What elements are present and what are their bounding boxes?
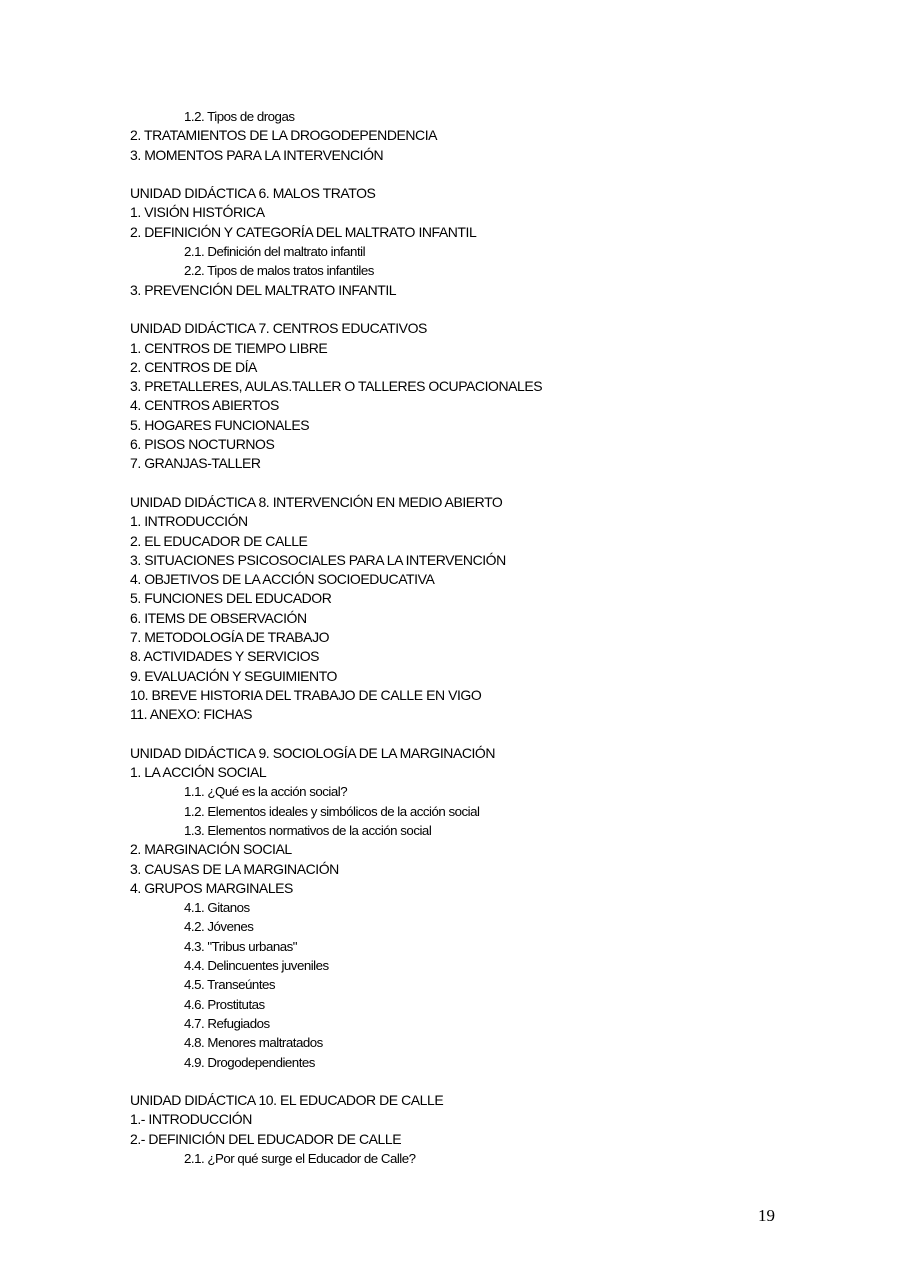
unit-heading: UNIDAD DIDÁCTICA 9. SOCIOLOGÍA DE LA MARGINACIÓN (130, 744, 496, 761)
toc-section: 1. CENTROS DE TIEMPO LIBRE (130, 339, 328, 356)
toc-section: 1.- INTRODUCCIÓN (130, 1111, 252, 1128)
toc-section: 6. ITEMS DE OBSERVACIÓN (130, 609, 307, 626)
toc-subsection: 4.3. "Tribus urbanas" (184, 938, 298, 954)
toc-section: 8. ACTIVIDADES Y SERVICIOS (130, 648, 320, 665)
toc-section: 2. EL EDUCADOR DE CALLE (130, 532, 308, 549)
toc-section: 2. MARGINACIÓN SOCIAL (130, 841, 292, 858)
toc-section: 4. OBJETIVOS DE LA ACCIÓN SOCIOEDUCATIVA (130, 571, 435, 588)
unit-heading: UNIDAD DIDÁCTICA 7. CENTROS EDUCATIVOS (130, 320, 427, 337)
blank-line (130, 474, 830, 493)
toc-subsection: 4.7. Refugiados (184, 1015, 270, 1031)
toc-section: 4. CENTROS ABIERTOS (130, 397, 279, 414)
unit-heading: UNIDAD DIDÁCTICA 6. MALOS TRATOS (130, 185, 376, 202)
toc-section: 7. METODOLOGÍA DE TRABAJO (130, 629, 330, 646)
toc-section: 6. PISOS NOCTURNOS (130, 436, 275, 453)
toc-section: 1. VISIÓN HISTÓRICA (130, 204, 265, 221)
toc-section: 5. HOGARES FUNCIONALES (130, 416, 310, 433)
toc-section: 5. FUNCIONES DEL EDUCADOR (130, 590, 332, 607)
table-of-contents (130, 107, 830, 1168)
toc-section: 9. EVALUACIÓN Y SEGUIMIENTO (130, 667, 337, 684)
blank-line (130, 725, 830, 744)
blank-line (130, 1072, 830, 1091)
blank-line (130, 300, 830, 319)
toc-section: 2. TRATAMIENTOS DE LA DROGODEPENDENCIA (130, 127, 438, 144)
toc-subsection: 1.3. Elementos normativos de la acción social (184, 822, 432, 838)
unit-heading: UNIDAD DIDÁCTICA 8. INTERVENCIÓN EN MEDIO ABIERTO (130, 493, 503, 510)
toc-section: 2.- DEFINICIÓN DEL EDUCADOR DE CALLE (130, 1130, 402, 1147)
toc-section: 3. SITUACIONES PSICOSOCIALES PARA LA INTERVENCIÓN (130, 551, 506, 568)
toc-section: 2. CENTROS DE DÍA (130, 358, 257, 375)
toc-subsection: 4.6. Prostitutas (184, 996, 265, 1012)
toc-subsection: 1.1. ¿Qué es la acción social? (184, 784, 348, 800)
toc-subsection: 4.8. Menores maltratados (184, 1035, 323, 1051)
toc-subsection: 4.4. Delincuentes juveniles (184, 958, 329, 974)
toc-subsection: 1.2. Elementos ideales y simbólicos de la acción social (184, 803, 480, 819)
toc-section: 1. INTRODUCCIÓN (130, 513, 248, 530)
toc-section: 11. ANEXO: FICHAS (130, 706, 253, 723)
page-number: 19 (758, 1206, 775, 1225)
toc-section: 7. GRANJAS-TALLER (130, 455, 261, 472)
toc-subsection: 4.1. Gitanos (184, 900, 250, 916)
toc-section: 3. CAUSAS DE LA MARGINACIÓN (130, 860, 339, 877)
toc-subsection: 2.1. ¿Por qué surge el Educador de Calle? (184, 1151, 416, 1167)
toc-subsection: 2.1. Definición del maltrato infantil (184, 244, 366, 260)
blank-line (130, 165, 830, 184)
toc-section: 4. GRUPOS MARGINALES (130, 879, 293, 896)
toc-subsection: 4.5. Transeúntes (184, 977, 276, 993)
toc-subsection: 2.2. Tipos de malos tratos infantiles (184, 263, 374, 279)
toc-section: 2. DEFINICIÓN Y CATEGORÍA DEL MALTRATO INFANTIL (130, 223, 477, 240)
toc-section: 10. BREVE HISTORIA DEL TRABAJO DE CALLE EN VIGO (130, 686, 482, 703)
toc-section: 3. PRETALLERES, AULAS.TALLER O TALLERES OCUPACIONALES (130, 378, 543, 395)
toc-subsection: 1.2. Tipos de drogas (184, 109, 295, 124)
unit-heading: UNIDAD DIDÁCTICA 10. EL EDUCADOR DE CALLE (130, 1092, 444, 1109)
toc-subsection: 4.9. Drogodependientes (184, 1054, 315, 1070)
toc-section: 3. MOMENTOS PARA LA INTERVENCIÓN (130, 146, 384, 163)
toc-section: 1. LA ACCIÓN SOCIAL (130, 764, 267, 781)
toc-section: 3. PREVENCIÓN DEL MALTRATO INFANTIL (130, 281, 397, 298)
toc-subsection: 4.2. Jóvenes (184, 919, 254, 935)
